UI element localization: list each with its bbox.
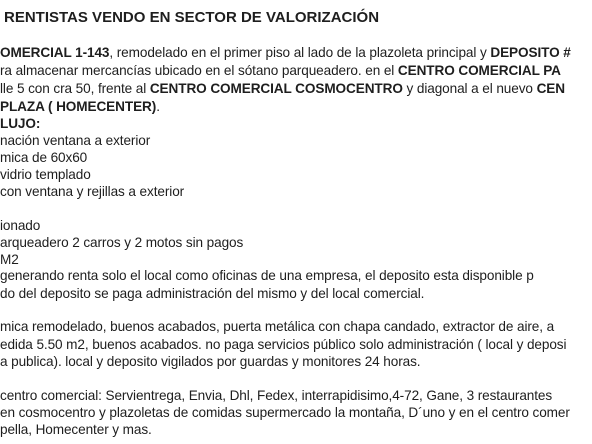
text-line [0, 267, 534, 284]
text-line [0, 421, 152, 438]
text-line [0, 44, 571, 61]
text-segment: centro comercial: Servientrega, Envia, Dhl, Fedex, interrapidisimo,4-72, Gane, 3 restaurantes [0, 388, 553, 403]
text-segment: . [156, 99, 160, 114]
text-segment: LUJO: [0, 116, 41, 131]
text-line [0, 115, 40, 132]
text-segment: pella, Homecenter y mas. [0, 422, 152, 437]
text-line [0, 353, 421, 370]
text-segment: do del deposito se paga administración del mismo y del local comercial. [0, 286, 425, 301]
text-segment: ra almacenar mercancías ubicado en el sótano parqueadero. en el [0, 63, 398, 78]
document-title: RENTISTAS VENDO EN SECTOR DE VALORIZACIÓN [4, 9, 380, 26]
text-segment: CENTRO COMERCIAL COSMOCENTRO [149, 81, 403, 96]
text-line [0, 318, 554, 335]
text-segment: en cosmocentro y plazoletas de comidas supermercado la montaña, D´uno y en el centro comer [0, 405, 570, 420]
text-segment: lle 5 con cra 50, frente al [0, 81, 150, 96]
text-line [0, 166, 91, 183]
text-line [0, 217, 40, 234]
text-segment: con ventana y rejillas a exterior [0, 184, 185, 199]
text-segment: M2 [0, 252, 19, 267]
text-line [0, 251, 19, 268]
text-line [0, 132, 150, 149]
text-segment: DEPOSITO # [490, 45, 571, 60]
text-segment: CEN [536, 81, 565, 96]
text-line [0, 98, 160, 115]
text-line [0, 80, 565, 97]
text-segment: mica de 60x60 [0, 150, 88, 165]
text-line [0, 336, 566, 353]
text-line [0, 149, 87, 166]
text-segment: mica remodelado, buenos acabados, puerta metálica con chapa candado, extractor de aire, a [0, 319, 555, 334]
text-line [0, 404, 570, 421]
text-segment: PLAZA ( HOMECENTER) [0, 99, 157, 114]
text-segment: generando renta solo el local como oficinas de una empresa, el deposito esta disponible p [0, 268, 534, 283]
text-line [0, 285, 424, 302]
text-line [0, 234, 243, 251]
text-segment: CENTRO COMERCIAL PA [397, 63, 561, 78]
text-segment: OMERCIAL 1-143 [0, 45, 110, 60]
text-segment: , remodelado en el primer piso al lado de la plazoleta principal y [109, 45, 491, 60]
text-line [0, 183, 184, 200]
text-segment: ionado [0, 218, 41, 233]
text-segment: y diagonal a el nuevo [402, 81, 537, 96]
text-segment: arqueadero 2 carros y 2 motos sin pagos [0, 235, 244, 250]
text-segment: vidrio templado [0, 167, 91, 182]
text-line [0, 62, 561, 79]
text-segment: a publica). local y deposito vigilados por guardas y monitores 24 horas. [0, 354, 421, 369]
text-segment: nación ventana a exterior [0, 133, 151, 148]
text-segment: edida 5.50 m2, buenos acabados. no paga servicios público solo administración ( local y deposi [0, 337, 567, 352]
text-line [0, 387, 552, 404]
